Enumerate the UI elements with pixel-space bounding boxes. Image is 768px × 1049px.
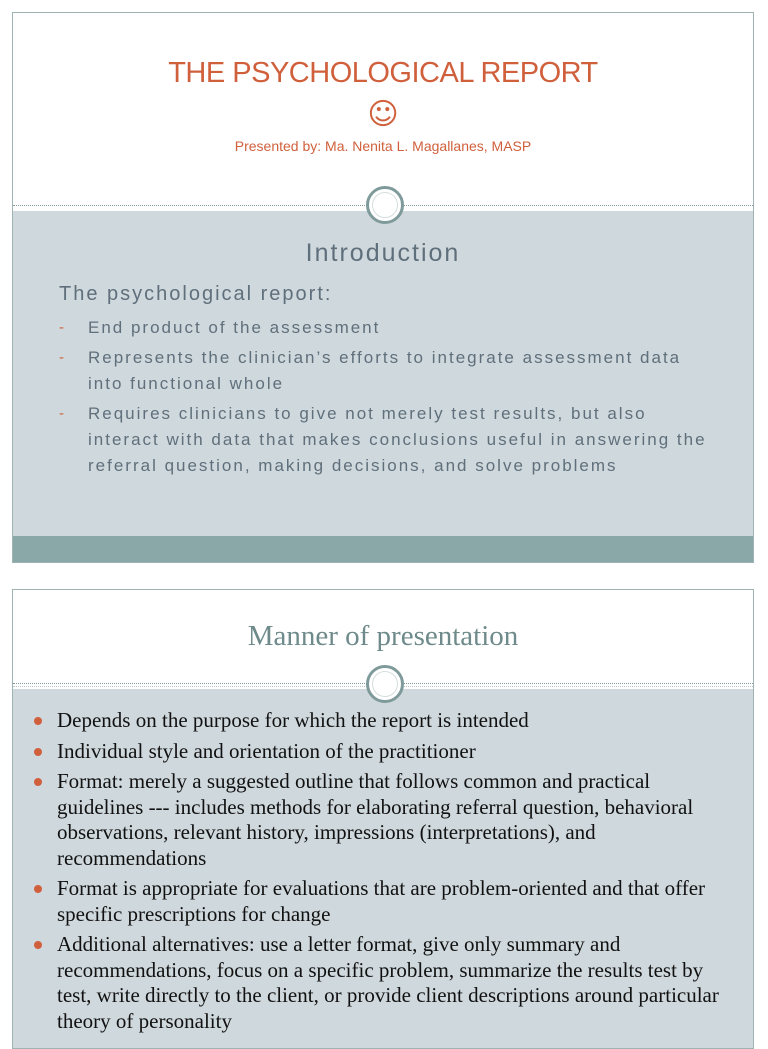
bullet-list — [59, 315, 719, 483]
list-item — [59, 401, 719, 479]
bullet-list — [34, 708, 734, 1039]
bullet-dot-icon — [34, 941, 42, 949]
dash-bullet-icon: - — [59, 349, 66, 366]
slide-title: Manner of presentation — [247, 620, 519, 652]
list-item-text: Additional alternatives: use a letter format, give only summary and recommendations, focus on a specific problem, summarize the results test by test, write directly to the client, or provide client descriptions around particular theory of personality — [57, 932, 719, 1033]
list-item — [59, 345, 719, 397]
list-item-text: Format is appropriate for evaluations that are problem-oriented and that offer specific prescriptions for change — [57, 876, 706, 926]
list-item — [34, 876, 734, 927]
list-item-text: Represents the clinician’s efforts to integrate assessment data into functional whole — [88, 348, 682, 393]
slide-1 — [12, 12, 754, 563]
list-item — [59, 315, 719, 341]
slide-2 — [12, 589, 754, 1049]
title-area — [13, 13, 753, 205]
dash-bullet-icon: - — [59, 319, 66, 336]
bullet-dot-icon — [34, 778, 42, 786]
list-item — [34, 739, 734, 765]
slide-title: THE PSYCHOLOGICAL REPORT — [168, 57, 598, 89]
list-item — [34, 769, 734, 871]
bullet-dot-icon — [34, 748, 42, 756]
ring-ornament-icon — [366, 186, 404, 224]
dash-bullet-icon: - — [59, 405, 66, 422]
list-item — [34, 932, 734, 1034]
list-item-text: Individual style and orientation of the practitioner — [57, 738, 476, 763]
bullet-dot-icon — [34, 717, 42, 725]
section-subheading: The psychological report: — [59, 283, 333, 305]
smiley-icon: ☺ — [367, 97, 399, 132]
presenter-line: Presented by: Ma. Nenita L. Magallanes, MASP — [234, 138, 532, 154]
section-heading: Introduction — [305, 239, 461, 267]
list-item-text: Requires clinicians to give not merely test results, but also interact with data that makes conclusions useful in answering the referral question, making decisions, and solve problems — [88, 404, 707, 475]
bullet-dot-icon — [34, 885, 42, 893]
list-item-text: Depends on the purpose for which the report is intended — [57, 708, 529, 732]
ring-ornament-icon — [366, 665, 404, 703]
list-item-text: Format: merely a suggested outline that follows common and practical guidelines --- includes methods for elaborating referral question, behavioral observations, relevant history, impressions (interpretations), and recommendations — [57, 769, 694, 870]
list-item-text: End product of the assessment — [88, 318, 381, 337]
list-item — [34, 708, 734, 734]
footer-band — [13, 536, 753, 562]
